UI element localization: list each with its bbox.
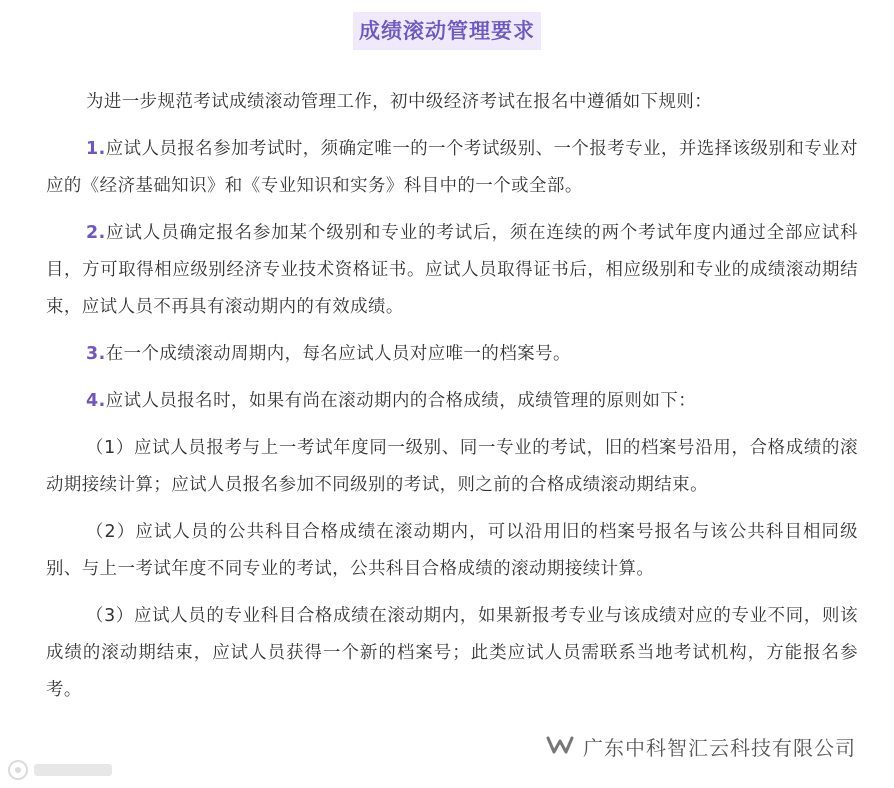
rule-2-number: 2. <box>86 223 106 243</box>
rule-4 <box>46 383 858 420</box>
page-title: 成绩滚动管理要求 <box>353 12 541 50</box>
rule-2 <box>46 215 858 326</box>
rule-2-text: 应试人员确定报名参加某个级别和专业的考试后，须在连续的两个考试年度内通过全部应试科目，方可取得相应级别经济专业技术资格证书。应试人员取得证书后，相应级别和专业的成绩滚动期结束，应试人员不再具有滚动期内的有效成绩。 <box>46 223 858 317</box>
document-body <box>46 84 858 719</box>
sub-rule-2: （2）应试人员的公共科目合格成绩在滚动期内，可以沿用旧的档案号报名与该公共科目相同级别、与上一考试年度不同专业的考试，公共科目合格成绩的滚动期接续计算。 <box>46 522 858 579</box>
rule-1-text: 应试人员报名参加考试时，须确定唯一的一个考试级别、一个报考专业，并选择该级别和专业对应的《经济基础知识》和《专业知识和实务》科目中的一个或全部。 <box>46 139 858 196</box>
rule-1-number: 1. <box>86 139 106 159</box>
company-name: 广东中科智汇云科技有限公司 <box>583 737 856 760</box>
wechat-channel-icon <box>545 733 575 759</box>
rule-3-number: 3. <box>86 344 106 364</box>
sub-rule-1: （1）应试人员报考与上一考试年度同一级别、同一专业的考试，旧的档案号沿用，合格成绩的滚动期接续计算；应试人员报名参加不同级别的考试，则之前的合格成绩滚动期结束。 <box>46 438 858 495</box>
rule-4-text: 应试人员报名时，如果有尚在滚动期内的合格成绩，成绩管理的原则如下： <box>105 391 697 411</box>
corner-watermark-logo <box>6 756 118 784</box>
intro-paragraph: 为进一步规范考试成绩滚动管理工作，初中级经济考试在报名中遵循如下规则： <box>86 92 713 112</box>
title-wrapper <box>0 12 894 50</box>
rule-1 <box>46 131 858 205</box>
sub-rule-3: （3）应试人员的专业科目合格成绩在滚动期内，如果新报考专业与该成绩对应的专业不同，则该成绩的滚动期结束，应试人员获得一个新的档案号；此类应试人员需联系当地考试机构，方能报名参考。 <box>46 606 858 700</box>
company-watermark <box>545 732 856 760</box>
rule-3-text: 在一个成绩滚动周期内，每名应试人员对应唯一的档案号。 <box>105 344 571 364</box>
rule-4-number: 4. <box>86 391 106 411</box>
rule-3 <box>46 336 858 373</box>
